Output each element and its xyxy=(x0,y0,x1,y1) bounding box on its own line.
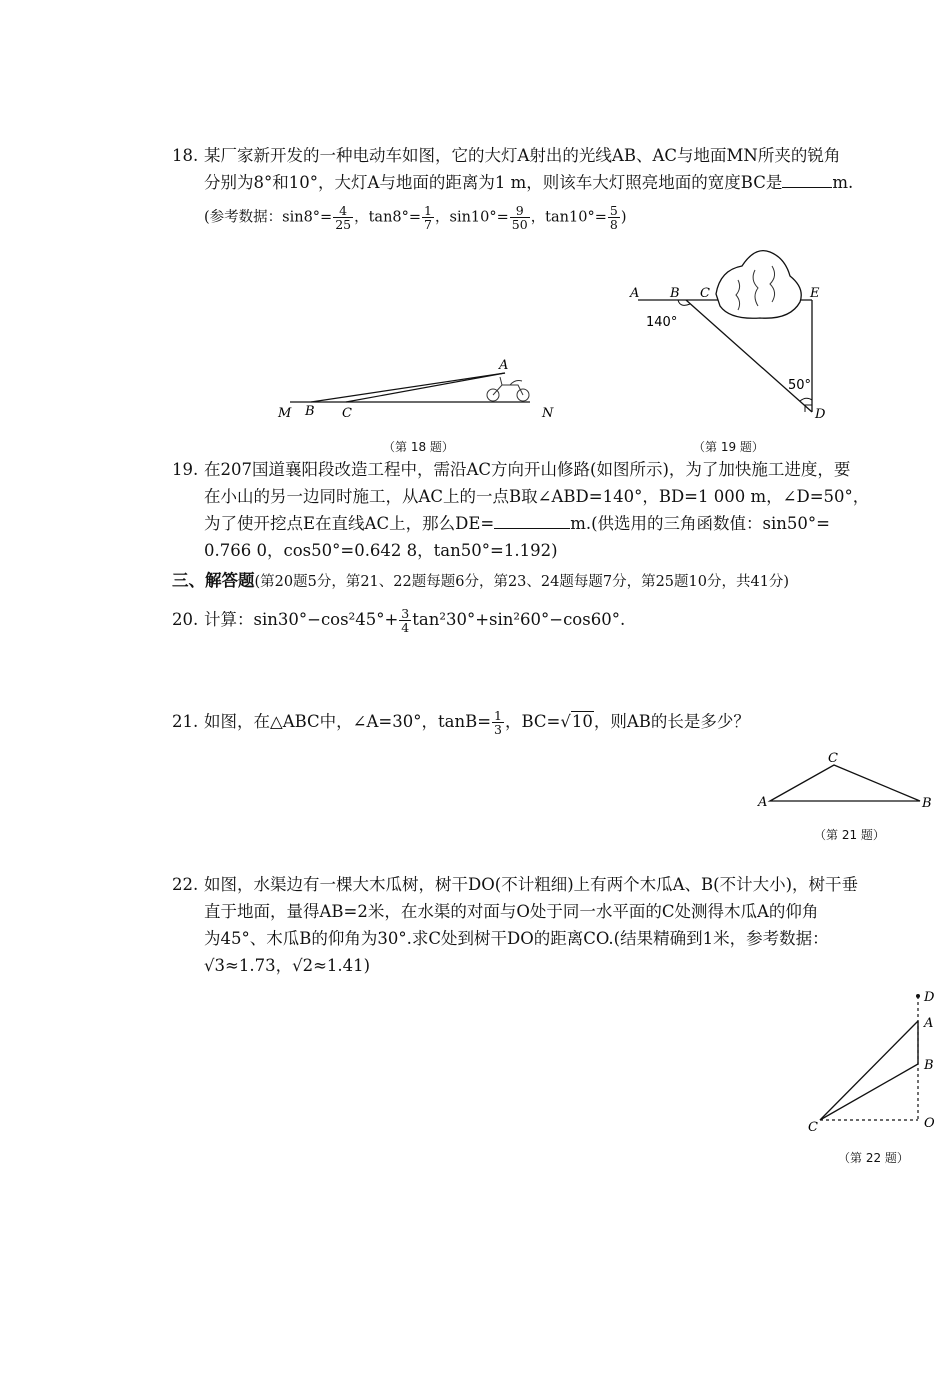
denominator: 4 xyxy=(401,620,410,635)
question-22 xyxy=(172,871,950,979)
question-text: 为45°、木瓜B的仰角为30°.求C处到树干DO的距离CO.(结果精确到1米，参考数据： xyxy=(204,929,829,948)
ray-ab xyxy=(311,373,505,402)
figure-19-caption: （第 19 题） xyxy=(693,440,764,454)
point-d xyxy=(916,994,920,998)
question-number: 20. xyxy=(172,610,199,629)
angle-d-label: 50° xyxy=(788,378,812,393)
numerator: 9 xyxy=(510,204,530,218)
numerator: 4 xyxy=(333,204,353,218)
fraction xyxy=(399,607,411,634)
question-number: 18. xyxy=(172,146,199,165)
fraction xyxy=(510,204,530,231)
question-text: 0.766 0，cos50°=0.642 8，tan50°=1.192) xyxy=(204,541,558,560)
question-number: 21. xyxy=(172,712,199,731)
sight-line-ca xyxy=(820,1021,918,1120)
label-c: C xyxy=(700,286,710,301)
denominator: 50 xyxy=(511,217,528,232)
numerator: 3 xyxy=(401,606,410,621)
answer-blank[interactable] xyxy=(494,510,570,529)
question-19 xyxy=(172,456,950,564)
question-number: 19. xyxy=(172,460,199,479)
unit-label: m. xyxy=(832,173,854,192)
label-c: C xyxy=(828,751,838,766)
question-text: 在小山的另一边同时施工，从AC上的一点B取∠ABD=140°，BD=1 000 m，∠D=50°， xyxy=(204,487,870,506)
question-21 xyxy=(172,708,950,736)
question-text: 如图，在△ABC中，∠A=30°，tanB= xyxy=(204,712,492,731)
question-text: ，BC= xyxy=(504,712,561,731)
label-a: A xyxy=(924,1016,934,1031)
fraction xyxy=(608,204,620,231)
figure-18 xyxy=(270,355,570,427)
figure-22 xyxy=(800,985,940,1135)
ref-text: ，tan8°= xyxy=(354,209,422,226)
denominator: 3 xyxy=(494,722,502,737)
ray-ac xyxy=(346,373,505,402)
angle-b-label: 140° xyxy=(646,315,678,330)
figure-22-caption: （第 22 题） xyxy=(838,1151,909,1165)
label-a: A xyxy=(758,795,768,810)
question-18 xyxy=(172,142,950,196)
denominator: 7 xyxy=(424,217,432,232)
denominator: 25 xyxy=(335,217,352,232)
label-o: O xyxy=(924,1116,935,1131)
section-detail: (第20题5分，第21、22题每题6分，第23、24题每题7分，第25题10分，共41分) xyxy=(254,574,790,590)
numerator: 5 xyxy=(609,203,618,218)
section-3-header xyxy=(172,567,937,596)
answer-blank[interactable] xyxy=(782,169,832,188)
label-e: E xyxy=(810,286,820,301)
question-text: 为了使开挖点E在直线AC上，那么DE= xyxy=(204,514,495,533)
section-title: 三、解答题 xyxy=(172,571,255,590)
question-text: 某厂家新开发的一种电动车如图，它的大灯A射出的光线AB、AC与地面MN所夹的锐角 xyxy=(204,146,841,165)
ref-text: ，tan10°= xyxy=(530,209,607,226)
figure-19 xyxy=(620,240,840,425)
label-c: C xyxy=(342,406,352,421)
q18-reference-data xyxy=(172,204,950,232)
label-b: B xyxy=(670,286,680,301)
denominator: 8 xyxy=(609,217,618,232)
question-text: tan²30°+sin²60°−cos60°. xyxy=(412,610,626,629)
label-d: D xyxy=(815,407,826,422)
mountain-icon xyxy=(716,251,801,319)
question-20 xyxy=(172,606,950,634)
question-text: √3≈1.73，√2≈1.41) xyxy=(204,956,371,975)
label-b: B xyxy=(305,404,315,419)
question-text: 如图，水渠边有一棵大木瓜树，树干DO(不计粗细)上有两个木瓜A、B(不计大小)，树干垂 xyxy=(204,875,859,894)
question-number: 22. xyxy=(172,875,199,894)
scooter-icon xyxy=(487,377,529,401)
question-text: 直于地面，量得AB=2米，在水渠的对面与O处于同一水平面的C处测得木瓜A的仰角 xyxy=(204,902,819,921)
label-n: N xyxy=(542,406,554,421)
label-d: D xyxy=(924,990,935,1005)
sqrt-symbol: √ xyxy=(560,712,571,731)
fraction xyxy=(333,204,353,231)
ref-text: ) xyxy=(620,209,627,226)
label-b: B xyxy=(924,1058,934,1073)
question-text: 分别为8°和10°，大灯A与地面的距离为1 m，则该车大灯照亮地面的宽度BC是 xyxy=(204,173,783,192)
triangle-abc xyxy=(770,765,920,801)
numerator: 1 xyxy=(424,203,432,218)
figure-21 xyxy=(752,748,938,814)
fraction xyxy=(422,204,434,231)
label-a: A xyxy=(630,286,640,301)
label-c: C xyxy=(808,1120,818,1135)
question-text: 计算：sin30°−cos²45°+ xyxy=(204,610,399,629)
question-text: 在207国道襄阳段改造工程中，需沿AC方向开山修路(如图所示)，为了加快施工进度，要 xyxy=(204,460,851,479)
label-m: M xyxy=(278,406,292,421)
label-a: A xyxy=(499,358,509,373)
figure-21-caption: （第 21 题） xyxy=(814,828,885,842)
radicand: 10 xyxy=(571,712,593,731)
question-text: m.(供选用的三角函数值：sin50°= xyxy=(570,514,830,533)
angle-arc-d xyxy=(800,398,812,401)
question-text: ，则AB的长是多少？ xyxy=(593,712,750,731)
numerator: 1 xyxy=(494,708,502,723)
ref-text: (参考数据：sin8°= xyxy=(204,209,333,226)
fraction xyxy=(492,709,504,736)
label-b: B xyxy=(922,796,932,811)
sight-line-cb xyxy=(820,1064,918,1120)
figure-18-caption: （第 18 题） xyxy=(383,440,454,454)
ref-text: ，sin10°= xyxy=(435,209,509,226)
